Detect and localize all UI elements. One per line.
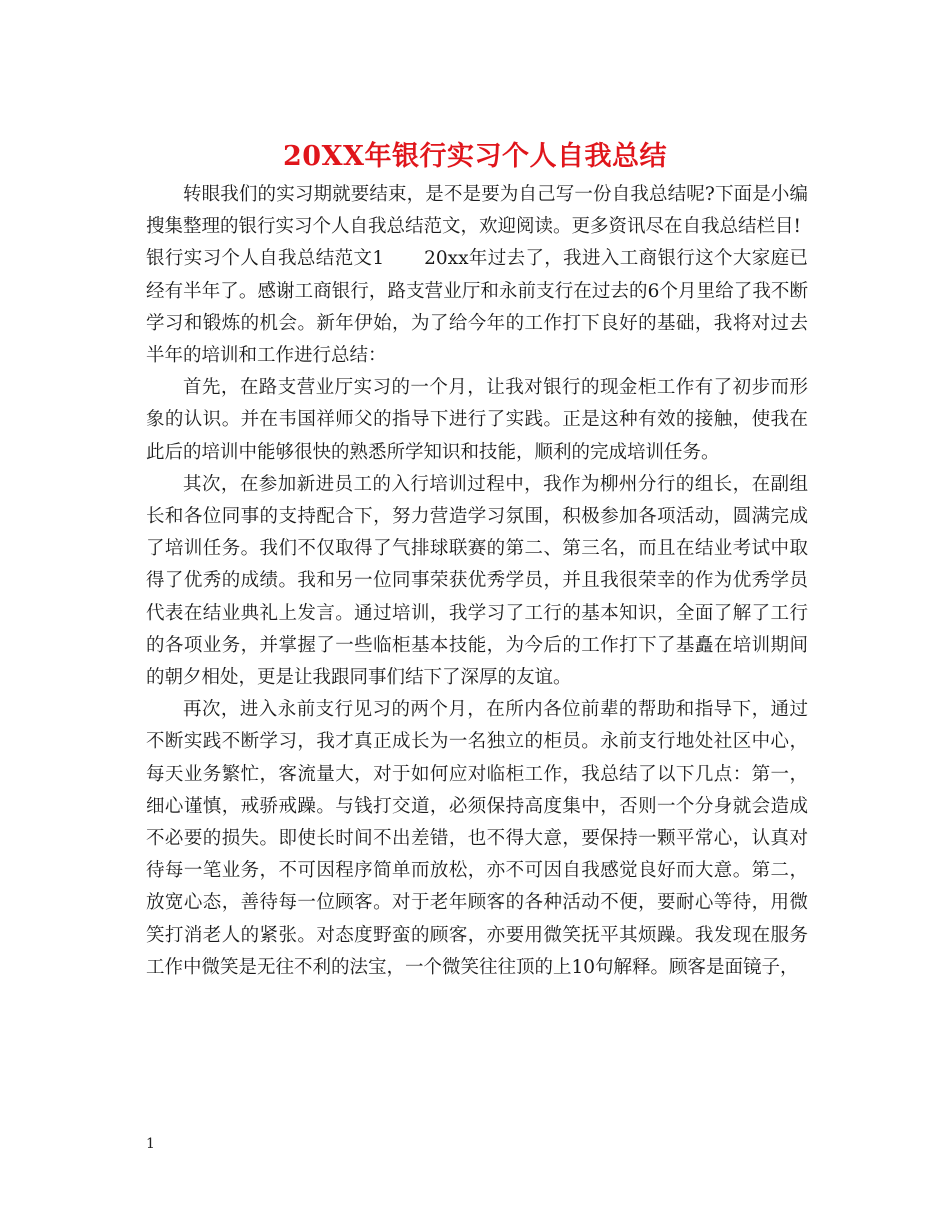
paragraph-first: 首先，在路支营业厅实习的一个月，让我对银行的现金柜工作有了初步而形象的认识。并在韦国祥师父的指导下进行了实践。正是这种有效的接触，使我在此后的培训中能够很快的熟悉所学知识和技能，顺利的完成培训任务。: [146, 377, 808, 463]
document-title: 20XX年银行实习个人自我总结: [283, 141, 667, 172]
document-body: [146, 179, 808, 984]
page-number: 1: [146, 1136, 155, 1152]
paragraph-second: 其次，在参加新进员工的入行培训过程中，我作为柳州分行的组长，在副组长和各位同事的支持配合下，努力营造学习氛围，积极参加各项活动，圆满完成了培训任务。我们不仅取得了气排球联赛的第二、第三名，而且在结业考试中取得了优秀的成绩。我和另一位同事荣获优秀学员，并且我很荣幸的作为优秀学员代表在结业典礼上发言。通过培训，我学习了工行的基本知识，全面了解了工行的各项业务，并掌握了一些临柜基本技能，为今后的工作打下了基矗在培训期间的朝夕相处，更是让我跟同事们结下了深厚的友谊。: [146, 473, 808, 689]
intro-paragraph: 转眼我们的实习期就要结束，是不是要为自己写一份自我总结呢?下面是小编搜集整理的银行实习个人自我总结范文，欢迎阅读。更多资讯尽在自我总结栏目!: [146, 184, 808, 238]
sample-first-text: 20xx年过去了，我进入工商银行这个大家庭已经有半年了。感谢工商银行，路支营业厅和永前支行在过去的6个月里给了我不断学习和锻炼的机会。新年伊始，为了给今年的工作打下良好的基础，我将对过去半年的培训和工作进行总结：: [146, 248, 808, 367]
sample-paragraph: [146, 243, 808, 372]
sample-label: 银行实习个人自我总结范文1: [146, 248, 385, 270]
paragraph-third: 再次，进入永前支行见习的两个月，在所内各位前辈的帮助和指导下，通过不断实践不断学习，我才真正成长为一名独立的柜员。永前支行地处社区中心，每天业务繁忙，客流量大，对于如何应对临柜工作，我总结了以下几点：第一，细心谨慎，戒骄戒躁。与钱打交道，必须保持高度集中，否则一个分身就会造成不必要的损失。即使长时间不出差错，也不得大意，要保持一颗平常心，认真对待每一笔业务，不可因程序简单而放松，亦不可因自我感觉良好而大意。第二，放宽心态，善待每一位顾客。对于老年顾客的各种活动不便，要耐心等待，用微笑打消老人的紧张。对态度野蛮的顾客，亦要用微笑抚平其烦躁。我发现在服务工作中微笑是无往不利的法宝，一个微笑往往顶的上10句解释。顾客是面镜子，: [146, 699, 808, 978]
